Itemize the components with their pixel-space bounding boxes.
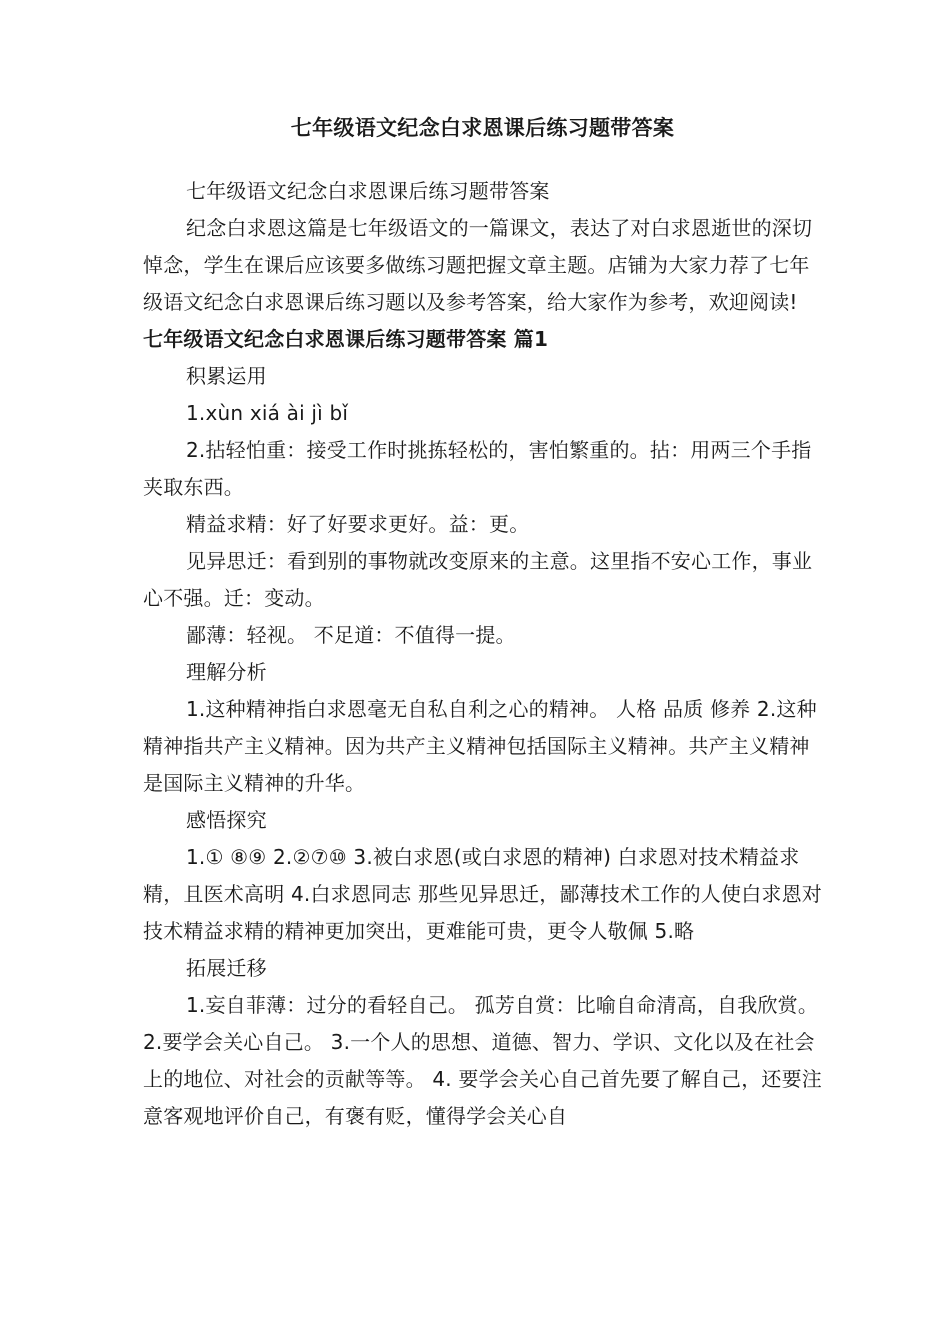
paragraph-analysis-answer: 1.这种精神指白求恩毫无自私自利之心的精神。 人格 品质 修养 2.这种精神指共产主义精神。因为共产主义精神包括国际主义精神。共产主义精神是国际主义精神的升华。 <box>143 697 817 795</box>
paragraph-vocab-1: 2.拈轻怕重：接受工作时挑拣轻松的，害怕繁重的。拈：用两三个手指夹取东西。 <box>143 438 812 499</box>
section-heading: 七年级语文纪念白求恩课后练习题带答案 篇1 <box>143 327 549 351</box>
paragraph-vocab-4: 鄙薄：轻视。 不足道：不值得一提。 <box>186 623 516 647</box>
subheading-inquiry: 感悟探究 <box>186 808 267 832</box>
document-title: 七年级语文纪念白求恩课后练习题带答案 <box>290 116 675 140</box>
intro-paragraph: 纪念白求恩这篇是七年级语文的一篇课文，表达了对白求恩逝世的深切悼念，学生在课后应该要多做练习题把握文章主题。店铺为大家力荐了七年级语文纪念白求恩课后练习题以及参考答案，给大家作为参考，欢迎阅读! <box>143 216 813 314</box>
subheading-extension: 拓展迁移 <box>186 956 267 980</box>
paragraph-vocab-2: 精益求精：好了好要求更好。益：更。 <box>186 512 530 536</box>
subheading-accumulation: 积累运用 <box>186 364 267 388</box>
paragraph-pinyin-answer: 1.xùn xiá ài jì bǐ <box>186 401 349 425</box>
paragraph-vocab-3: 见异思迁：看到别的事物就改变原来的主意。这里指不安心工作，事业心不强。迁：变动。 <box>143 549 813 610</box>
subheading-analysis: 理解分析 <box>186 660 267 684</box>
intro-line: 七年级语文纪念白求恩课后练习题带答案 <box>186 179 550 203</box>
paragraph-inquiry-answer: 1.① ⑧⑨ 2.②⑦⑩ 3.被白求恩(或白求恩的精神) 白求恩对技术精益求精，且医术高明 4.白求恩同志 那些见异思迁，鄙薄技术工作的人使白求恩对技术精益求精的精神更加突出，更难能可贵，更令人敬佩 5.略 <box>143 845 822 943</box>
paragraph-extension-answer: 1.妄自菲薄：过分的看轻自己。 孤芳自赏：比喻自命清高，自我欣赏。 2.要学会关心自己。 3.一个人的思想、道德、智力、学识、文化以及在社会上的地位、对社会的贡献等等。 4. 要学会关心自己首先要了解自己，还要注意客观地评价自己，有褒有贬，懂得学会关心自 <box>143 993 822 1128</box>
